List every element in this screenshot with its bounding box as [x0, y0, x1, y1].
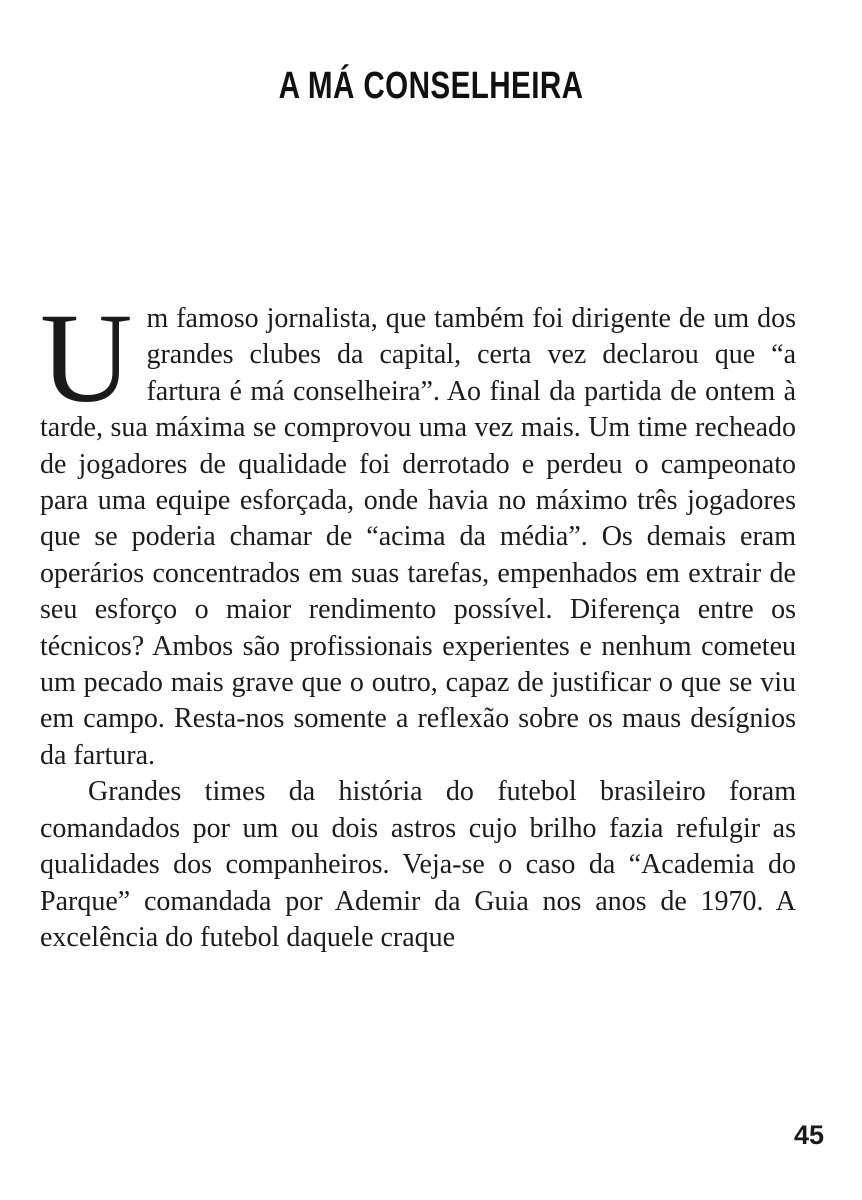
body-text — [40, 287, 796, 956]
page-number: 45 — [793, 1120, 824, 1150]
paragraph-2: Grandes times da história do futebol brasileiro foram comandados por um ou dois astros cujo brilho fazia refulgir as qualidades dos companheiros. Veja-se o caso da “Academia do Parque” comandada por Ademir da Guia nos anos de 1970. A excelência do futebol daquele craque — [40, 776, 796, 953]
paragraph-1-text: m famoso jornalista, que também foi dirigente de um dos grandes clubes da capital, certa vez declarou que “a fartura é má conselheira”. Ao final da partida de ontem à tarde, sua máxima se comprovou uma vez mais. Um time recheado de jogadores de qualidade foi derrotado e perdeu o campeonato para uma equipe esforçada, onde havia no máximo três jogadores que se poderia chamar de “acima da média”. Os demais eram operários concentrados em suas tarefas, empenhados em extrair de seu esforço o maior rendimento possível. Diferença entre os técnicos? Ambos são profissionais experientes e nenhum cometeu um pecado mais grave que o outro, capaz de justificar o que se viu em campo. Resta-nos somente a reflexão sobre os maus desígnios da fartura. — [40, 303, 796, 771]
paragraph-1 — [40, 287, 796, 774]
drop-cap: U — [40, 287, 133, 429]
chapter-title: A MÁ CONSELHEIRA — [278, 65, 584, 107]
